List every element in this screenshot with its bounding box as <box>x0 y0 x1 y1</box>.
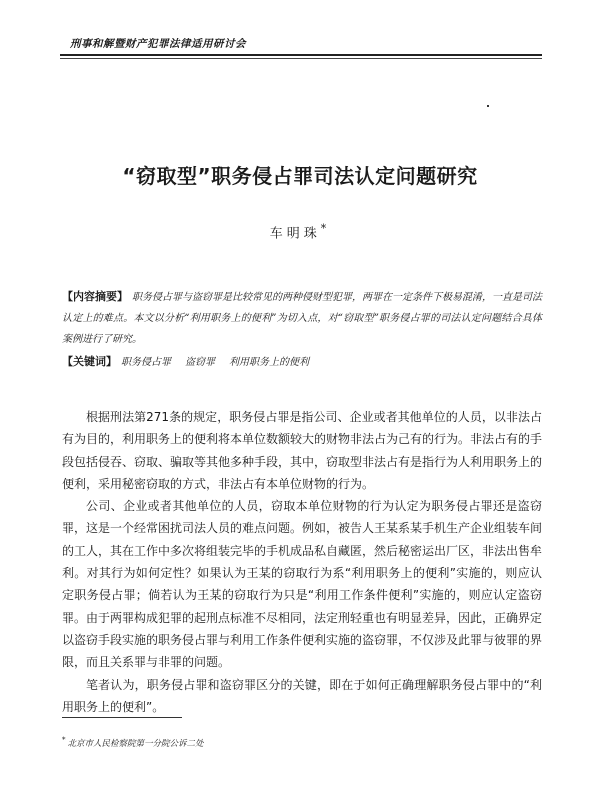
keyword: 职务侵占罪 <box>121 357 171 368</box>
article-title: “窃取型”职务侵占罪司法认定问题研究 <box>122 164 478 188</box>
abstract-label: 【内容摘要】 <box>62 290 128 303</box>
footnote-mark: * <box>62 736 66 744</box>
body-text <box>62 406 542 718</box>
footnote-rule <box>62 717 182 718</box>
abstract-text: 职务侵占罪与盗窃罪是比较常见的两种侵财型犯罪，两罪在一定条件下极易混淆，一直是司法认定上的难点。本文以分析“利用职务上的便利”为切入点，对“窃取型”职务侵占罪的司法认定问题结合具体案例进行了研究。 <box>62 292 542 345</box>
paragraph: 公司、企业或者其他单位的人员，窃取本单位财物的行为认定为职务侵占罪还是盗窃罪，这是一个经常困扰司法人员的难点问题。例如，被告人王某系某手机生产企业组装车间的工人，其在工作中多次将组装完毕的手机成品私自藏匿，然后秘密运出厂区，非法出售牟利。对其行为如何定性？如果认为王某的窃取行为系“利用职务上的便利”实施的，则应认定职务侵占罪；倘若认为王某的窃取行为只是“利用工作条件便利”实施的，则应认定盗窃罪。由于两罪构成犯罪的起刑点标准不尽相同，法定刑轻重也有明显差异，因此，正确界定以盗窃手段实施的职务侵占罪与利用工作条件便利实施的盗窃罪，不仅涉及此罪与彼罪的界限，而且关系罪与非罪的问题。 <box>62 499 543 670</box>
header-rule-thin <box>60 58 542 59</box>
keyword: 盗窃罪 <box>185 357 215 368</box>
abstract <box>62 286 542 350</box>
author-footnote-mark: * <box>320 222 331 235</box>
keyword: 利用职务上的便利 <box>229 357 309 368</box>
paragraph: 根据刑法第271条的规定，职务侵占罪是指公司、企业或者其他单位的人员，以非法占有为目的，利用职务上的便利将本单位数额较大的财物非法占为己有的行为。非法占有的手段包括侵吞、窃取、骗取等其他多种手段，其中，窃取型非法占有是指行为人利用职务上的便利，采用秘密窃取的方式，非法占有本单位财物的行为。 <box>62 410 543 491</box>
author-name: 车明珠 <box>269 226 321 242</box>
author-line <box>0 222 600 241</box>
scan-speck <box>487 105 489 107</box>
footnote <box>62 736 204 749</box>
keywords-label: 【关键词】 <box>62 355 117 368</box>
running-header: 刑事和解暨财产犯罪法律适用研讨会 <box>70 38 246 50</box>
keywords <box>62 352 542 373</box>
paragraph: 笔者认为，职务侵占罪和盗窃罪区分的关键，即在于如何正确理解职务侵占罪中的“利用职务上的便利”。 <box>62 677 542 714</box>
footnote-text: 北京市人民检察院第一分院公诉二处 <box>67 738 204 749</box>
header-rule <box>60 54 542 56</box>
